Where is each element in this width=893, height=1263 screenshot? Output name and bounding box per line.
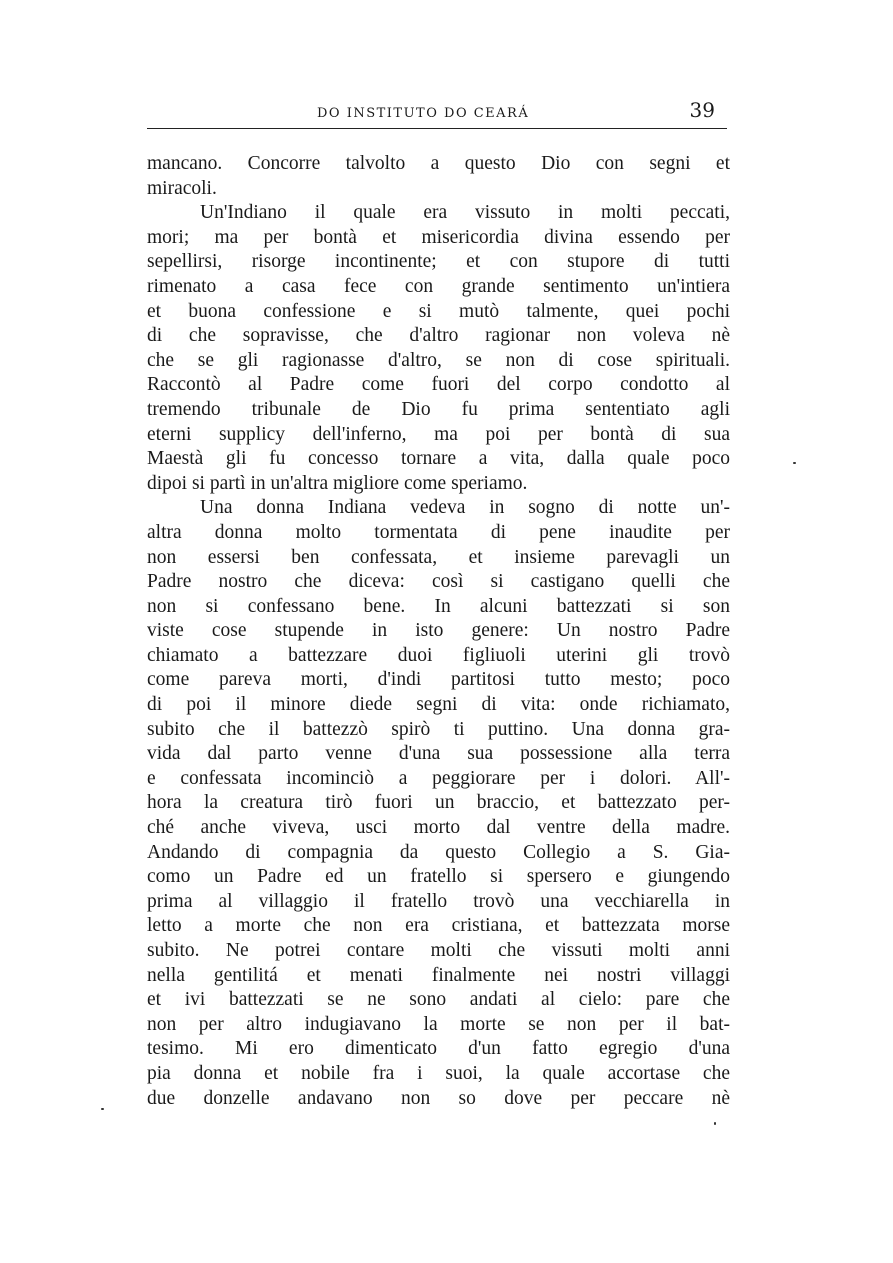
text-line: Padre nostro che diceva: così si castigano quelli che (147, 571, 730, 593)
text-line: come pareva morti, d'indi partitosi tutto mesto; poco (147, 669, 730, 691)
text-line: miracoli. (147, 177, 217, 199)
text-line: hora la creatura tirò fuori un braccio, et battezzato per- (147, 792, 730, 814)
text-line: vida dal parto venne d'una sua possessione alla terra (147, 743, 730, 765)
text-line: prima al villaggio il fratello trovò una vecchiarella in (147, 890, 730, 912)
text-line: chiamato a battezzare duoi figliuoli uterini gli trovò (147, 644, 730, 666)
text-line: tesimo. Mi ero dimenticato d'un fatto egregio d'una (147, 1038, 730, 1060)
page-number: 39 (689, 98, 715, 122)
text-line: subito. Ne potrei contare molti che vissuti molti anni (147, 940, 730, 961)
page-header (147, 98, 727, 128)
text-line: como un Padre ed un fratello si spersero e giungendo (147, 866, 730, 888)
text-line: Maestà gli fu concesso tornare a vita, dalla quale poco (147, 448, 730, 470)
text-line: non si confessano bene. In alcuni battezzati si son (147, 595, 730, 617)
header-rule (147, 128, 727, 129)
scan-speck (793, 462, 796, 464)
text-line: di poi il minore diede segni di vita: onde richiamato, (147, 694, 730, 716)
text-line: di che sopravisse, che d'altro ragionar non voleva nè (147, 325, 730, 347)
text-line: pia donna et nobile fra i suoi, la quale accortase che (147, 1062, 730, 1084)
text-line: due donzelle andavano non so dove per peccare nè (147, 1087, 730, 1109)
body-text (147, 152, 730, 1111)
text-line: rimenato a casa fece con grande sentimento un'intiera (147, 275, 730, 297)
text-line: Andando di compagnia da questo Collegio a S. Gia- (147, 841, 730, 863)
scan-speck (714, 1122, 716, 1125)
text-line: Una donna Indiana vedeva in sogno di notte un'- (200, 497, 730, 519)
text-line: non per altro indugiavano la morte se non per il bat- (147, 1013, 730, 1035)
text-line: non essersi ben confessata, et insieme parevagli un (147, 546, 730, 568)
text-line: viste cose stupende in isto genere: Un nostro Padre (147, 620, 730, 642)
text-line: nella gentilitá et menati finalmente nei nostri villaggi (147, 964, 730, 986)
text-line: dipoi si partì in un'altra migliore come speriamo. (147, 472, 528, 494)
text-line: Raccontò al Padre come fuori del corpo condotto al (147, 374, 730, 396)
text-line: altra donna molto tormentata di pene inaudite per (147, 521, 730, 543)
text-line: che se gli ragionasse d'altro, se non di cose spirituali. (147, 349, 730, 371)
text-line: ché anche viveva, usci morto dal ventre della madre. (147, 817, 730, 839)
text-line: et ivi battezzati se ne sono andati al cielo: pare che (147, 989, 730, 1011)
text-line: tremendo tribunale de Dio fu prima sententiato agli (147, 398, 730, 420)
text-line: mori; ma per bontà et misericordia divina essendo per (147, 226, 730, 248)
running-title: DO INSTITUTO DO CEARÁ (317, 106, 530, 121)
text-line: letto a morte che non era cristiana, et battezzata morse (147, 915, 730, 937)
text-line: et buona confessione e si mutò talmente, quei pochi (147, 300, 730, 322)
scan-speck (101, 1108, 104, 1110)
text-line: Un'Indiano il quale era vissuto in molti peccati, (200, 202, 730, 224)
text-line: sepellirsi, risorge incontinente; et con stupore di tutti (147, 251, 730, 273)
text-line: mancano. Concorre talvolto a questo Dio con segni et (147, 153, 730, 174)
text-line: subito che il battezzò spirò ti puttino. Una donna gra- (147, 718, 730, 740)
text-line: eterni supplicy dell'inferno, ma poi per bontà di sua (147, 423, 730, 445)
text-line: e confessata incominciò a peggiorare per i dolori. All'- (147, 767, 730, 789)
